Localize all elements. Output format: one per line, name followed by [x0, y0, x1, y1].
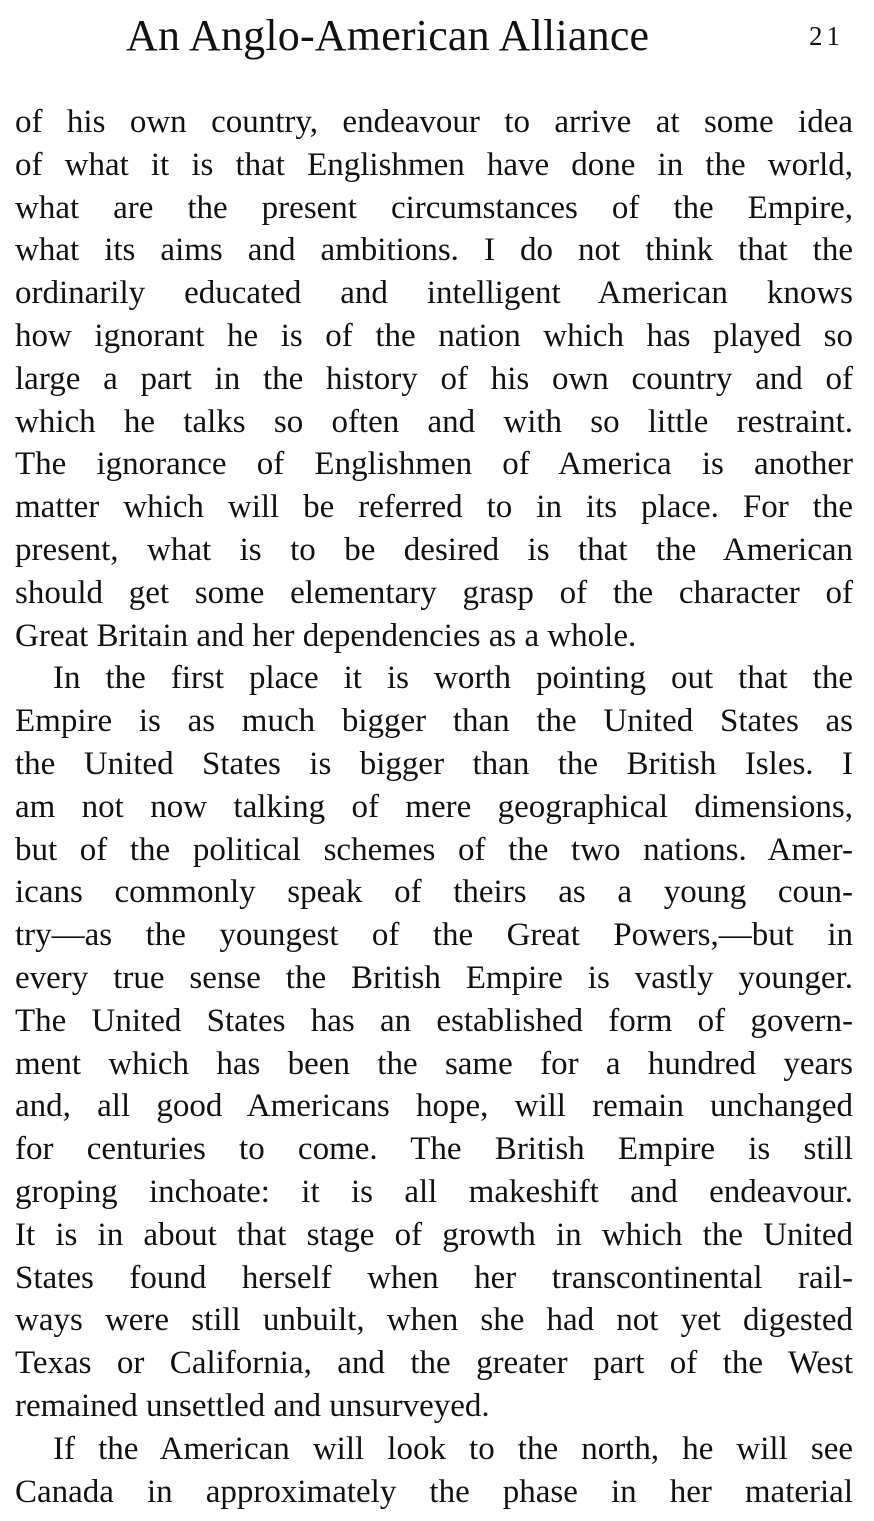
text-line: Texas or California, and the greater part of the West	[15, 1345, 853, 1382]
text-line: ways were still unbuilt, when she had not yet digested	[15, 1302, 853, 1339]
text-line: what its aims and ambitions. I do not think that the	[15, 232, 853, 269]
text-line: ment which has been the same for a hundred years	[15, 1045, 853, 1082]
page-number: 21	[809, 21, 844, 51]
text-line: and, all good Americans hope, will remain unchanged	[15, 1088, 853, 1125]
text-line: try—as the youngest of the Great Powers,—but in	[15, 917, 853, 954]
text-line: In the first place it is worth pointing out that the	[53, 660, 853, 697]
text-line: every true sense the British Empire is vastly younger.	[15, 959, 853, 996]
text-line: of what it is that Englishmen have done in the world,	[15, 146, 853, 183]
text-line: the United States is bigger than the British Isles. I	[15, 745, 853, 782]
text-line: should get some elementary grasp of the character of	[15, 574, 853, 611]
text-line: large a part in the history of his own country and of	[15, 360, 853, 397]
running-title: An Anglo-American Alliance	[126, 11, 650, 60]
text-line: present, what is to be desired is that the American	[15, 531, 853, 568]
text-line: what are the present circumstances of the Empire,	[15, 189, 853, 226]
text-line: States found herself when her transcontinental rail-	[15, 1259, 853, 1296]
text-line: for centuries to come. The British Empire is still	[15, 1131, 853, 1168]
paragraph-3	[15, 1428, 853, 1514]
text-line: If the American will look to the north, he will see	[53, 1430, 853, 1467]
text-line: ordinarily educated and intelligent American knows	[15, 275, 853, 312]
paragraph-1	[15, 101, 853, 657]
text-line: remained unsettled and unsurveyed.	[15, 1387, 490, 1424]
text-line: icans commonly speak of theirs as a young coun-	[15, 874, 853, 911]
text-line: how ignorant he is of the nation which has played so	[15, 317, 853, 354]
page-body	[15, 101, 853, 1513]
text-line: groping inchoate: it is all makeshift and endeavour.	[15, 1173, 853, 1210]
text-line: The ignorance of Englishmen of America is another	[15, 446, 853, 483]
page-header	[0, 6, 874, 66]
text-line: Empire is as much bigger than the United States as	[15, 703, 853, 740]
text-line: which he talks so often and with so little restraint.	[15, 403, 853, 440]
paragraph-2	[15, 657, 853, 1427]
text-line: Great Britain and her dependencies as a whole.	[15, 617, 637, 654]
text-line: of his own country, endeavour to arrive at some idea	[15, 104, 853, 140]
text-line: Canada in approximately the phase in her material	[15, 1473, 853, 1510]
text-line: but of the political schemes of the two nations. Amer-	[15, 831, 853, 868]
text-line: It is in about that stage of growth in which the United	[15, 1216, 853, 1253]
text-line: matter which will be referred to in its place. For the	[15, 489, 853, 526]
text-line: am not now talking of mere geographical dimensions,	[15, 788, 853, 825]
text-line: The United States has an established form of govern-	[15, 1002, 853, 1039]
